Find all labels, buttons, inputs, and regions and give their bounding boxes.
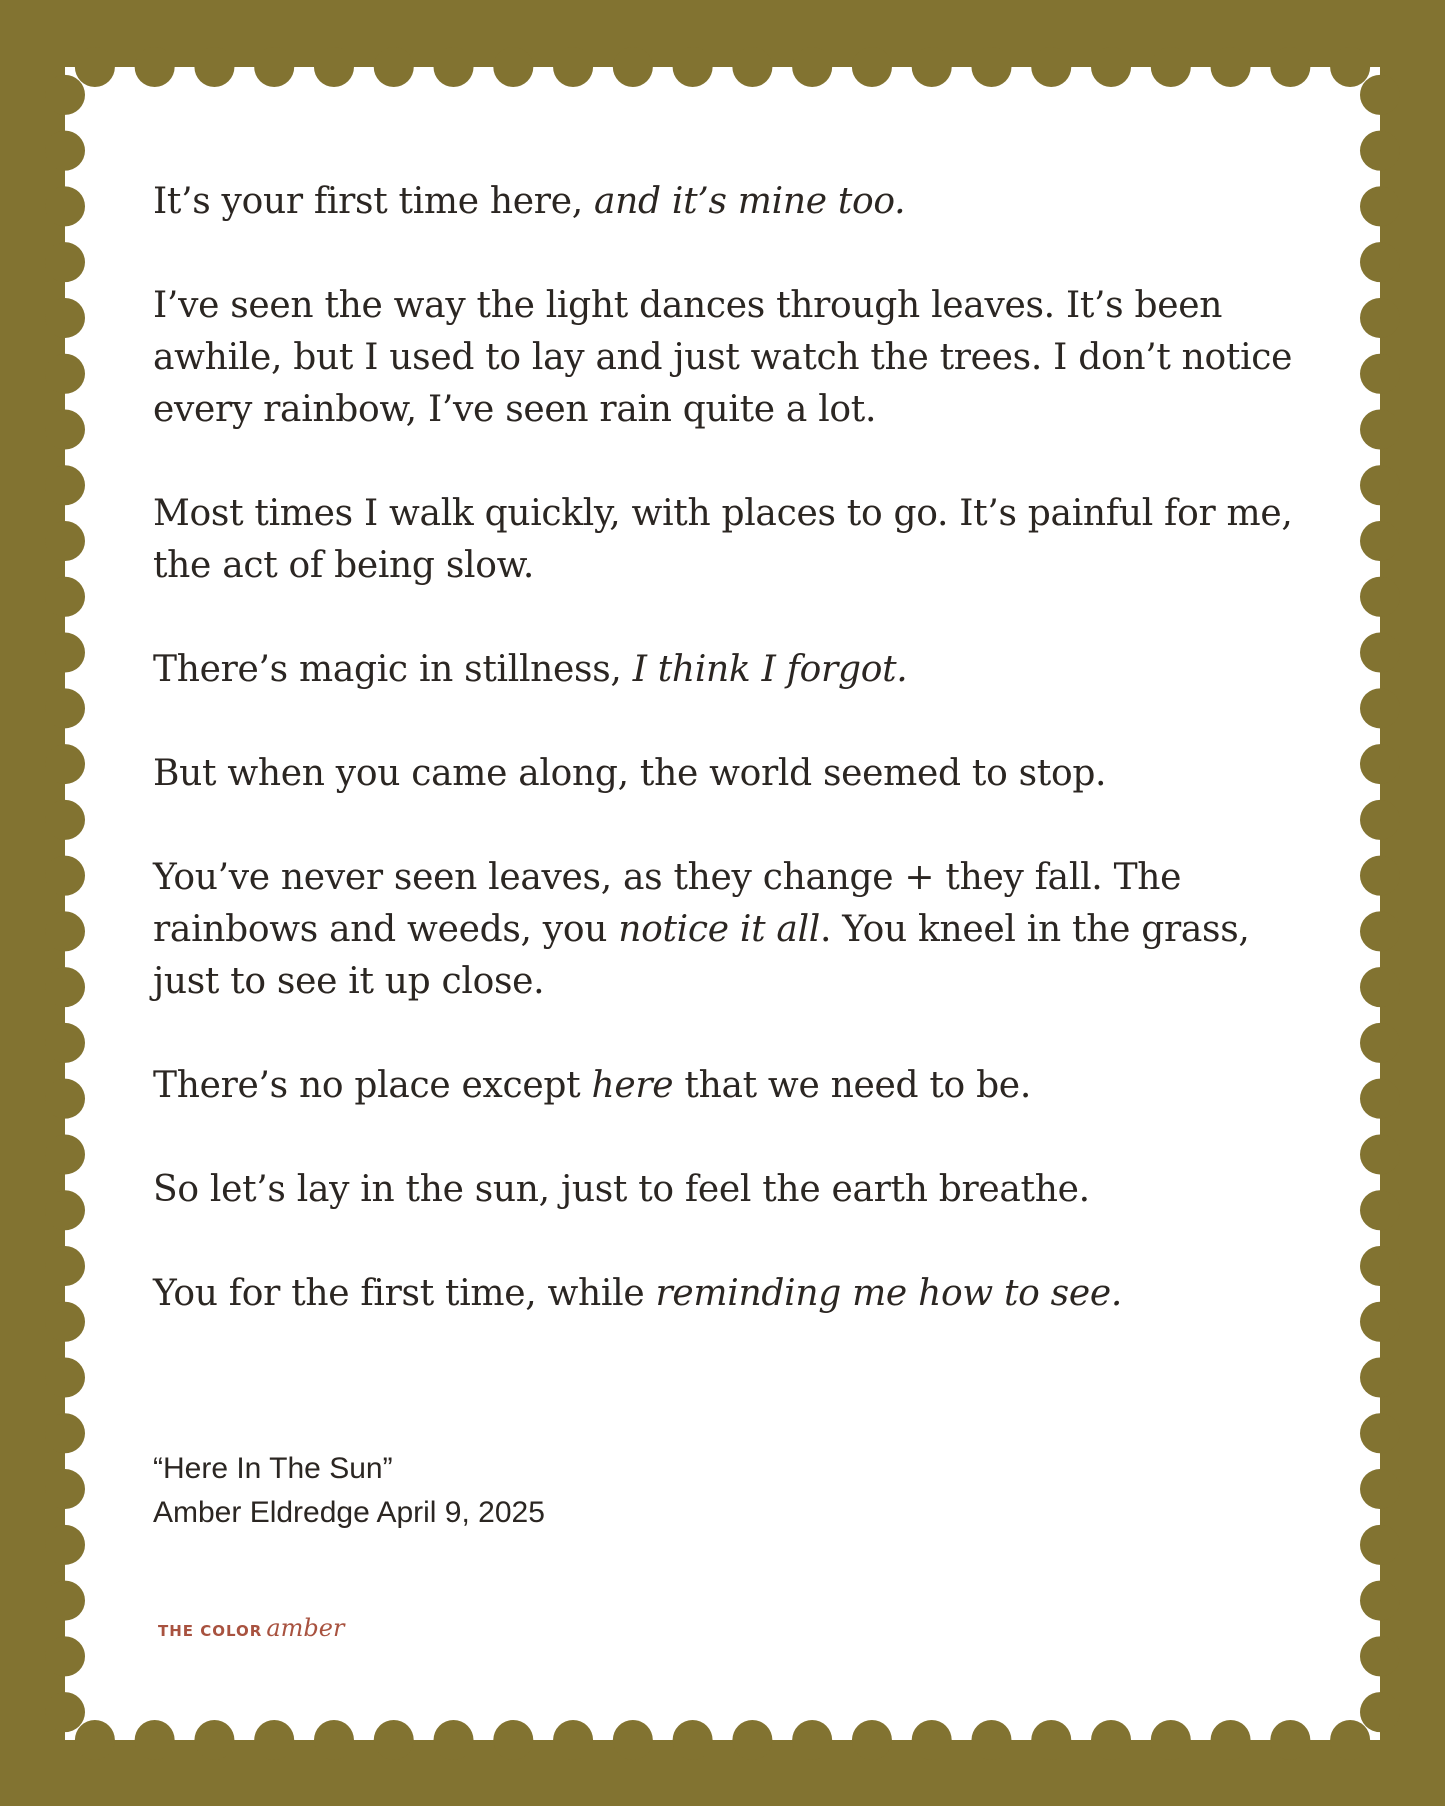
stanza-7: [153, 1060, 1293, 1112]
stanza-7-text: There’s no place except: [153, 1065, 592, 1106]
logo-caps: THE COLOR: [158, 1622, 263, 1640]
stanza-1: [153, 176, 1293, 228]
stanza-1-italic: and it’s mine too.: [594, 181, 906, 222]
stanza-7-italic: here: [591, 1065, 674, 1106]
poem-body: [153, 176, 1293, 1372]
poem-title: “Here In The Sun”: [153, 1452, 393, 1485]
stanza-5: But when you came along, the world seemed to stop.: [153, 753, 1107, 794]
stanza-4: [153, 644, 1293, 696]
stanza-9: [153, 1268, 1293, 1320]
stanza-2: I’ve seen the way the light dances through leaves. It’s been awhile, but I used to lay and just watch the trees. I don’t notice every rainbow, I’ve seen rain quite a lot.: [153, 285, 1293, 430]
brand-logo: [158, 1614, 344, 1642]
stanza-7-text-end: that we need to be.: [673, 1065, 1031, 1106]
stanza-4-text: There’s magic in stillness,: [153, 649, 633, 690]
stanza-6-text-end: . You kneel in the grass, just to see it up close.: [153, 909, 1250, 1002]
poem-credit: [153, 1447, 545, 1535]
stanza-4-italic: I think I forgot.: [632, 649, 908, 690]
stanza-8: So let’s lay in the sun, just to feel the earth breathe.: [153, 1169, 1090, 1210]
stanza-9-italic: reminding me how to see.: [655, 1273, 1123, 1314]
author-date: Amber Eldredge April 9, 2025: [153, 1496, 545, 1529]
stanza-6-text: You’ve never seen leaves, as they change + they fall. The rainbows and weeds, you: [153, 857, 1182, 950]
stanza-1-text: It’s your first time here,: [153, 181, 594, 222]
stanza-6: [153, 852, 1293, 1008]
logo-script: amber: [266, 1614, 345, 1642]
stanza-3: Most times I walk quickly, with places to go. It’s painful for me, the act of being slow.: [153, 493, 1293, 586]
stanza-6-italic: notice it all: [618, 909, 820, 950]
stanza-9-text: You for the first time, while: [153, 1273, 656, 1314]
